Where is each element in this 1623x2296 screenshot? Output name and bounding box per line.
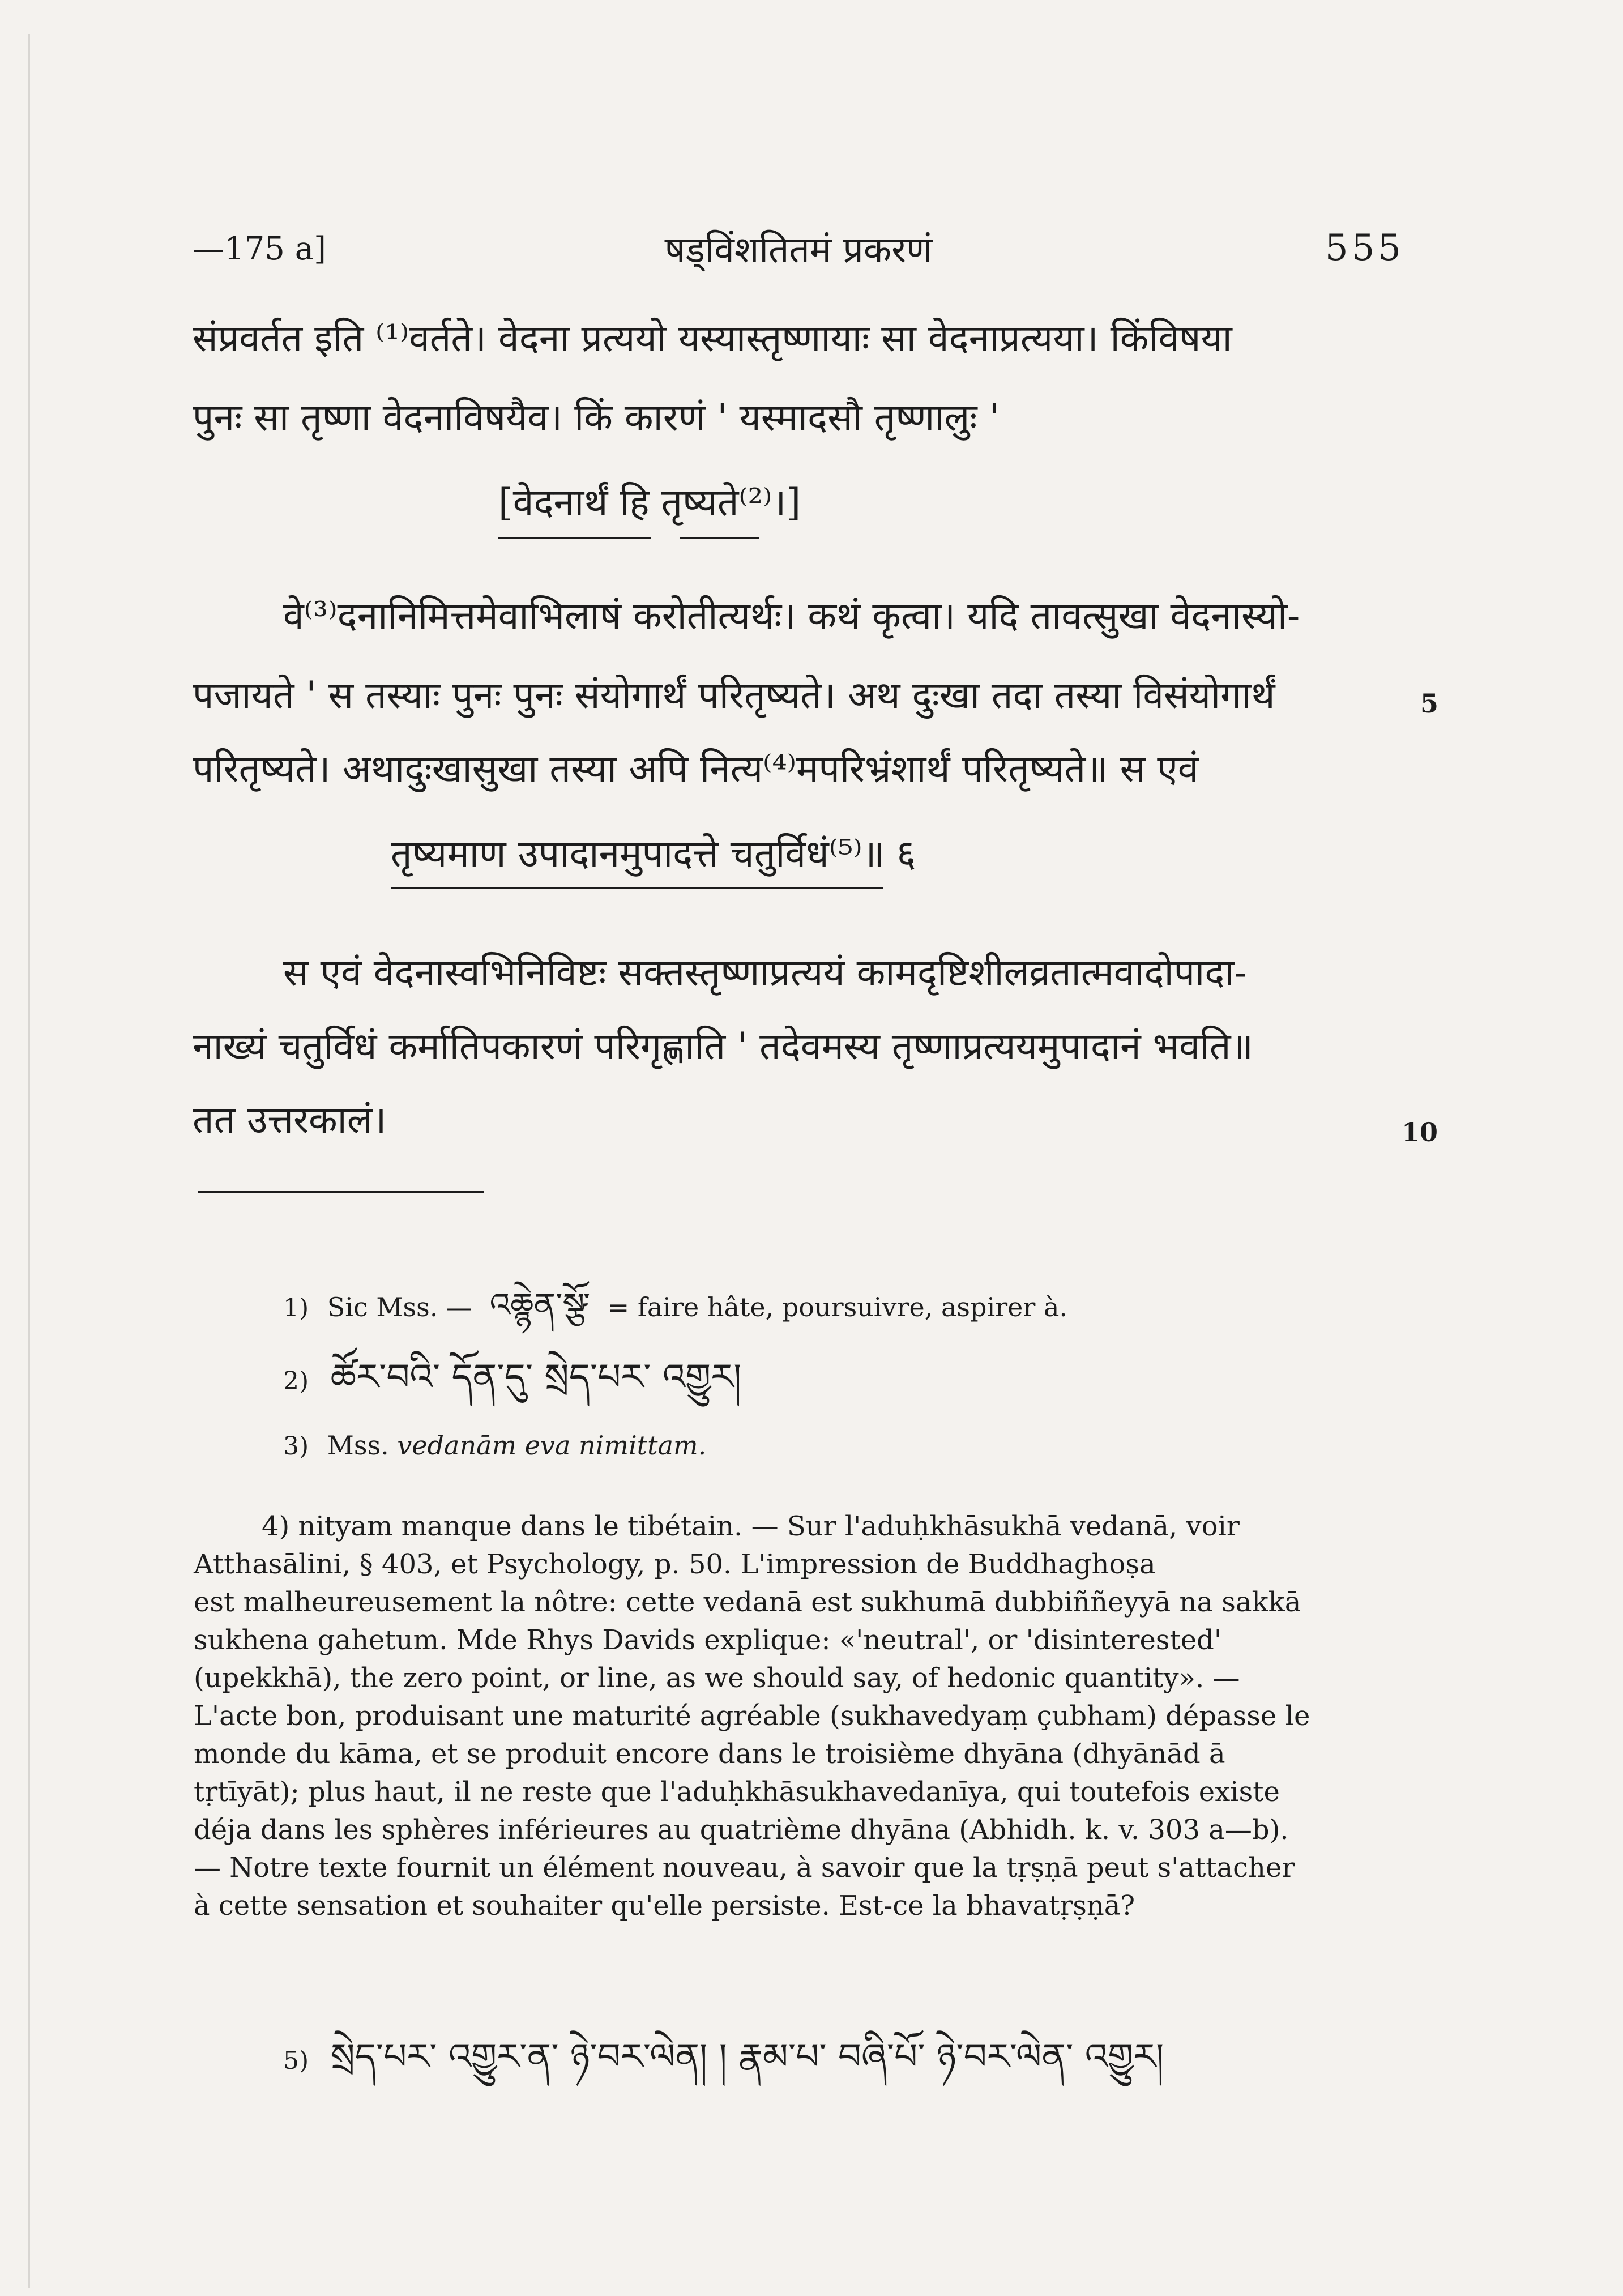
sanskrit-line-1: संप्रवर्तत इति ⁽¹⁾वर्तते। वेदना प्रत्ययो यस्यास्तृष्णायाः सा वेदनाप्रत्यया। किंविषया <box>193 317 1232 360</box>
sanskrit-line-5: परितृष्यते। अथादुःखासुखा तस्या अपि नित्य⁽⁴⁾मपरिभ्रंशार्थं परितृष्यते॥ स एवं <box>193 747 1199 791</box>
footnote-3-text: Mss. <box>327 1430 389 1461</box>
verse-underline <box>391 887 883 889</box>
footnote-1-number: 1) <box>283 1294 309 1322</box>
footnote-4-line: sukhena gahetum. Mde Rhys Davids explique: «'neutral', or 'disinterested' <box>194 1624 1222 1656</box>
footnote-4-line: — Notre texte fournit un élément nouveau, à savoir que la tṛṣṇā peut s'attacher <box>194 1852 1295 1884</box>
verse-quote-1: [वेदनार्थं हि तृष्यते⁽²⁾।] <box>498 481 801 524</box>
footnote-separator <box>198 1191 484 1193</box>
footnote-1-text: Sic Mss. — <box>327 1292 472 1322</box>
footnote-4-line: L'acte bon, produisant une maturité agréable (sukhavedyaṃ çubham) dépasse le <box>194 1700 1310 1732</box>
sanskrit-line-3: वे⁽³⁾दनानिमित्तमेवाभिलाषं करोतीत्यर्थः। कथं कृत्वा। यदि तावत्सुखा वेदनास्यो- <box>283 594 1300 638</box>
footnote-4-line: Atthasālini, § 403, et Psychology, p. 50. L'impression de Buddhaghoṣa <box>194 1548 1156 1580</box>
sanskrit-line-7: नाख्यं चतुर्विधं कर्मातिपकारणं परिगृह्णाति ' तदेवमस्य तृष्णाप्रत्ययमुपादानं भवति॥ <box>193 1025 1254 1068</box>
header-folio-ref: —175 a] <box>193 231 326 267</box>
page-number: 555 <box>1325 227 1404 269</box>
line-number-10: 10 <box>1402 1117 1438 1147</box>
header-chapter-title: षड्विंशतितमं प्रकरणं <box>664 229 933 271</box>
verse-quote-2: तृष्यमाण उपादानमुपादत्ते चतुर्विधं⁽⁵⁾॥ ६ <box>391 832 916 876</box>
footnote-3-italic: vedanām eva nimittam. <box>397 1430 707 1461</box>
footnote-4-line: déja dans les sphères inférieures au quatrième dhyāna (Abhidh. k. v. 303 a—b). <box>194 1814 1289 1846</box>
footnote-3 <box>283 1430 706 1461</box>
running-header <box>193 224 1404 275</box>
footnote-2-number: 2) <box>283 1367 309 1395</box>
footnote-4 <box>194 1508 1383 1925</box>
footnote-4-line: est malheureusement la nôtre: cette vedanā est sukhumā dubbiññeyyā na sakkā <box>194 1586 1301 1618</box>
footnote-5-tibetan: སྲེད་པར་ འགྱུར་ན་ ཉེ་བར་ལེན། ། རྣམ་པ་ བཞི་པོ་ ཉེ་བར་ལེན་ འགྱུར། <box>330 2036 1164 2078</box>
page-edge-line <box>28 34 30 2288</box>
footnote-5-number: 5) <box>283 2046 309 2075</box>
footnote-4-line: à cette sensation et souhaiter qu'elle persiste. Est-ce la bhavatṛṣṇā? <box>194 1890 1135 1922</box>
verse-underline <box>498 537 651 539</box>
footnote-3-number: 3) <box>283 1432 309 1461</box>
footnote-5 <box>283 2016 1164 2118</box>
verse-underline <box>680 537 759 539</box>
sanskrit-line-4: पजायते ' स तस्याः पुनः पुनः संयोगार्थं परितृष्यते। अथ दुःखा तदा तस्या विसंयोगार्थं <box>193 673 1275 717</box>
sanskrit-line-6: स एवं वेदनास्वभिनिविष्टः सक्तस्तृष्णाप्रत्ययं कामदृष्टिशीलव्रतात्मवादोपादा- <box>283 951 1247 995</box>
footnote-4-line: 4) nityam manque dans le tibétain. — Sur l'aduḥkhāsukhā vedanā, voir <box>262 1510 1240 1542</box>
footnote-4-line: monde du kāma, et se produit encore dans le troisième dhyāna (dhyānād ā <box>194 1738 1225 1770</box>
footnote-1-gloss: = faire hâte, poursuivre, aspirer à. <box>607 1292 1068 1322</box>
line-number-5: 5 <box>1420 688 1439 719</box>
sanskrit-line-2: पुनः सा तृष्णा वेदनाविषयैव। किं कारणं ' यस्मादसौ तृष्णालुः ' <box>193 396 1000 439</box>
footnote-4-line: (upekkhā), the zero point, or line, as we should say, of hedonic quantity». — <box>194 1662 1240 1694</box>
footnote-2 <box>283 1337 741 1439</box>
footnote-1-tibetan: འཆྙེན་སྩོ་ <box>489 1286 591 1324</box>
sanskrit-line-8: तत उत्तरकालं। <box>193 1098 387 1142</box>
footnote-4-line: tṛtīyāt); plus haut, il ne reste que l'aduḥkhāsukhavedanīya, qui toutefois existe <box>194 1776 1280 1808</box>
footnote-2-tibetan: ཚོར་བའི་ དོན་དུ་ སྲེད་པར་ འགྱུར། <box>330 1356 742 1398</box>
